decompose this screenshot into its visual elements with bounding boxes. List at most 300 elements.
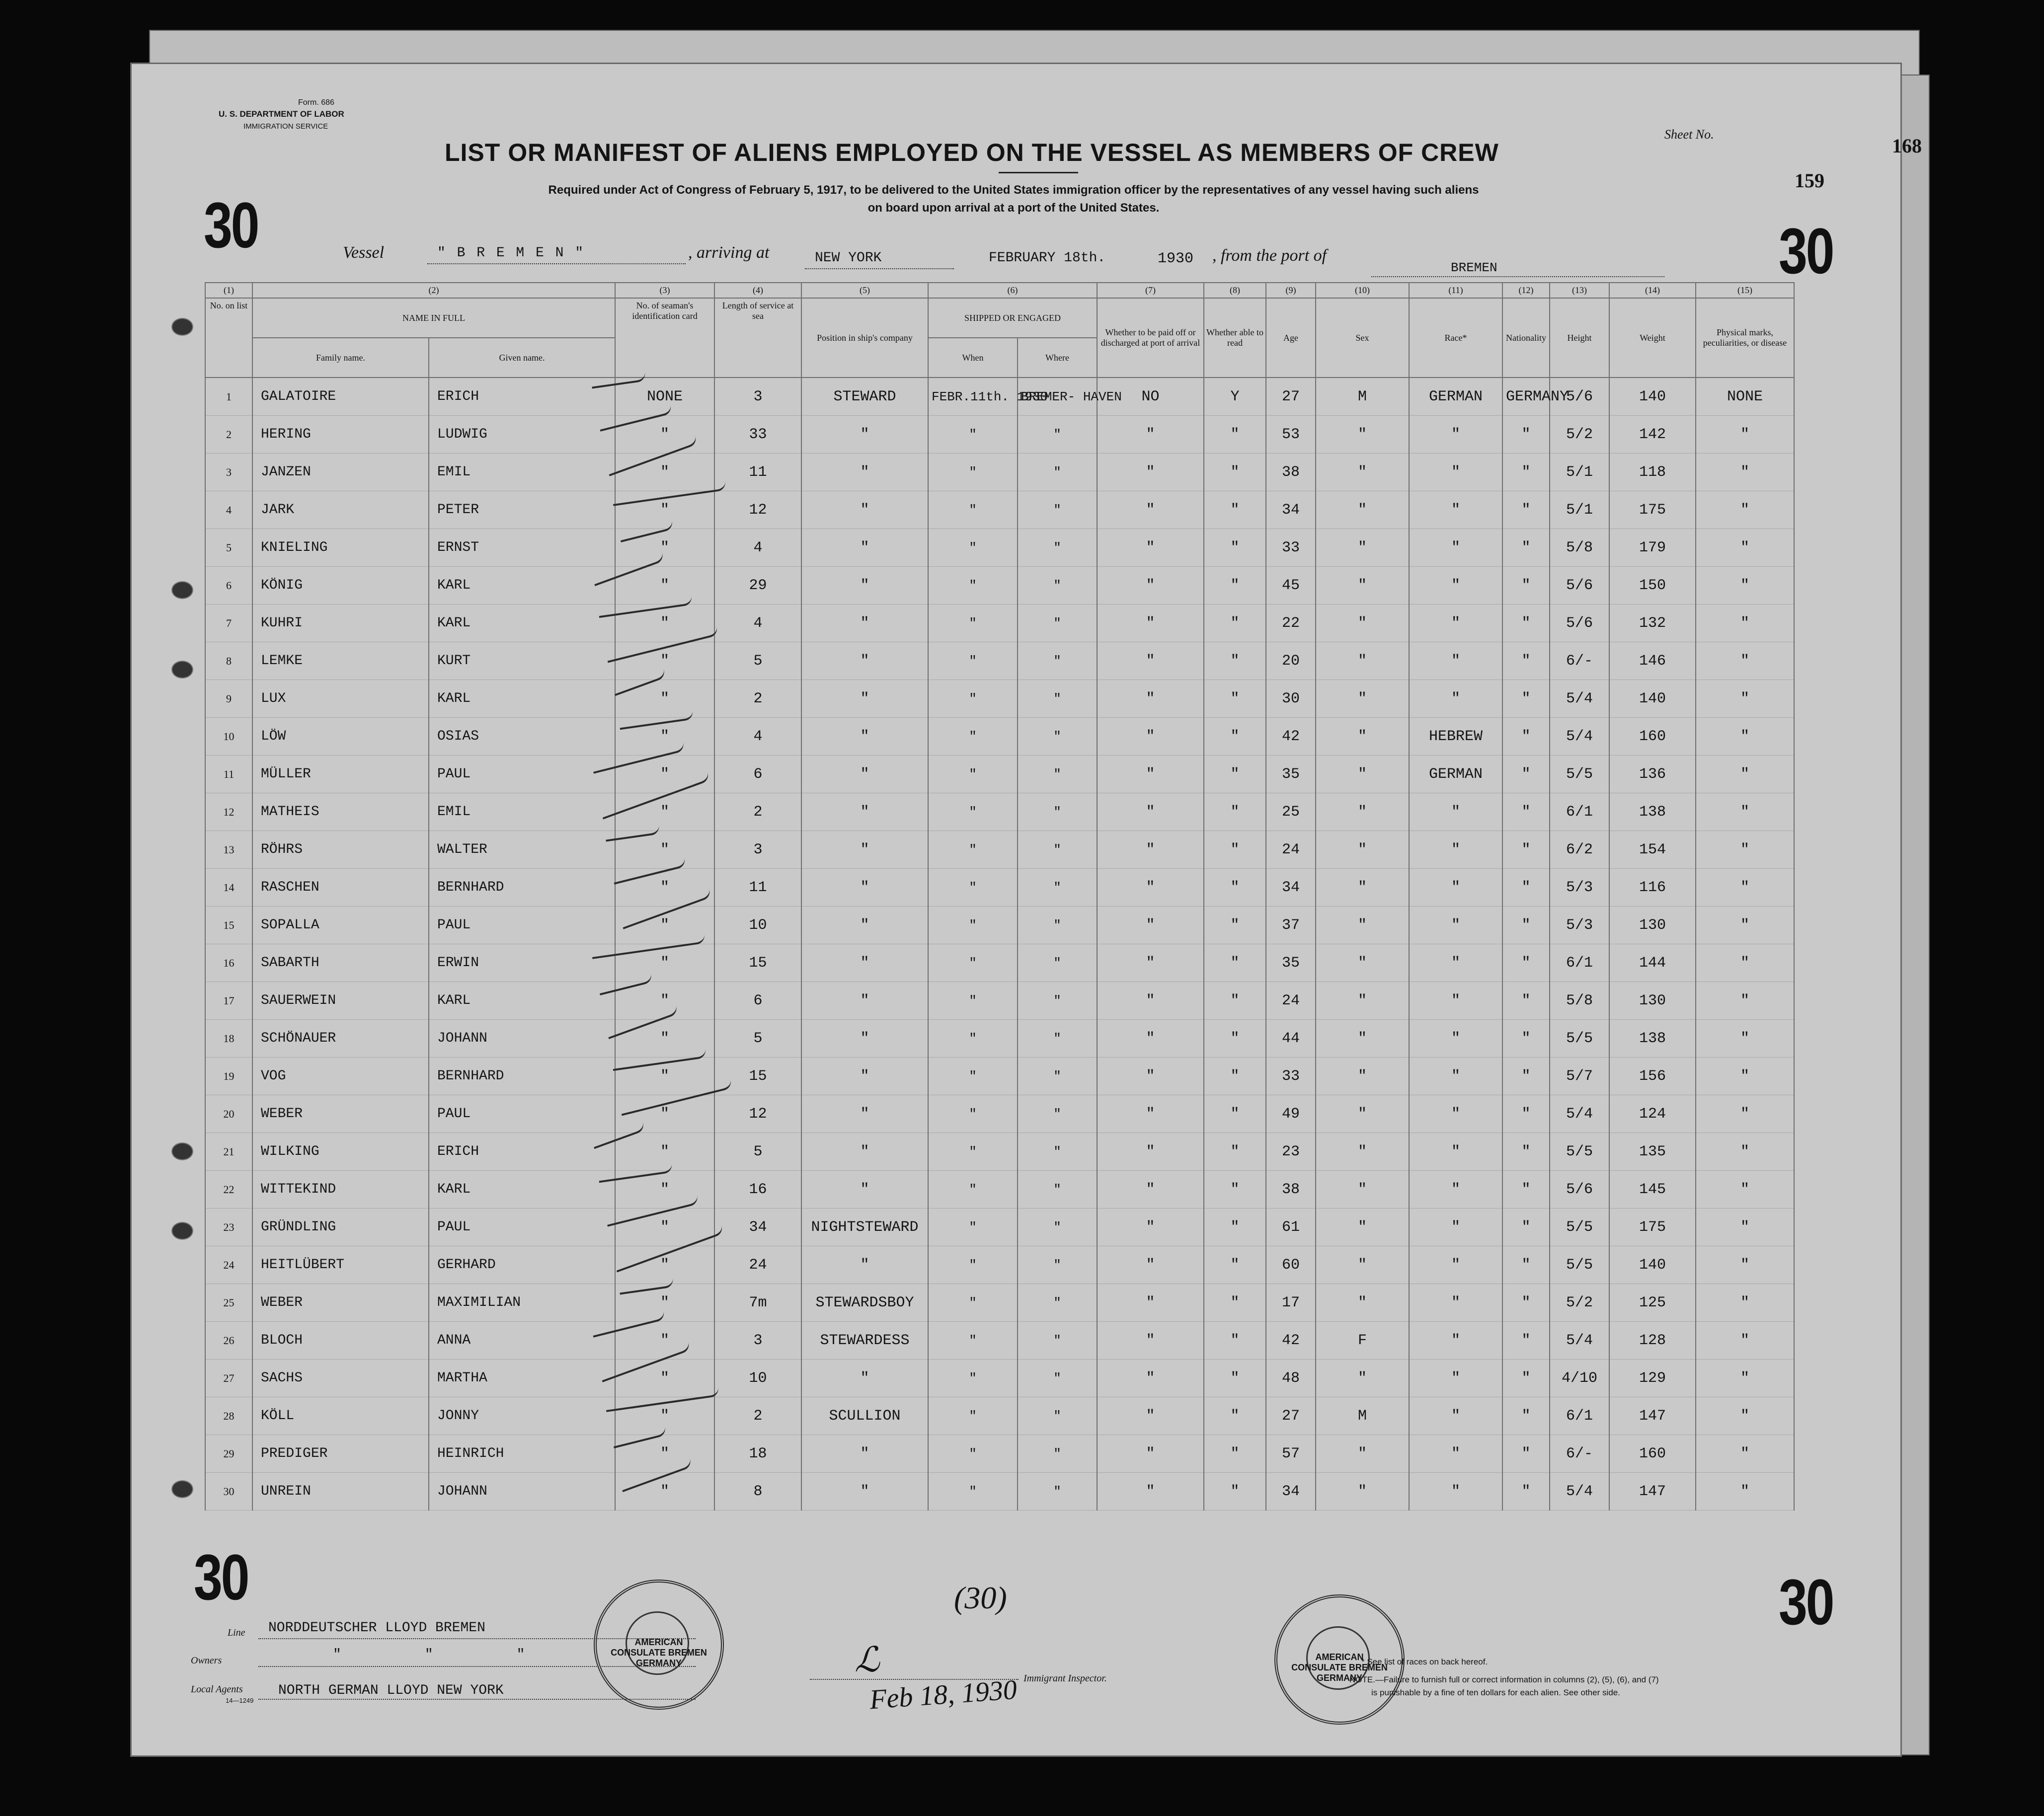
shipped-where-cell: "	[1018, 1133, 1097, 1171]
seaman-id-cell: "	[615, 1058, 714, 1095]
height-cell: 6/1	[1550, 793, 1609, 831]
service-length-cell: 24	[714, 1246, 801, 1284]
nationality-cell: "	[1502, 416, 1550, 454]
seaman-id-cell: "	[615, 982, 714, 1020]
vessel-name: " B R E M E N "	[437, 245, 585, 261]
paid-off-cell: "	[1097, 907, 1204, 944]
nationality-cell: "	[1502, 1095, 1550, 1133]
able-to-read-cell: "	[1204, 1209, 1266, 1246]
paid-off-cell: "	[1097, 1435, 1204, 1473]
row-number-cell: 21	[205, 1133, 252, 1171]
age-cell: 38	[1266, 1171, 1316, 1209]
owners-value: " " "	[333, 1647, 525, 1663]
race-cell: HEBREW	[1409, 718, 1502, 756]
service-length-cell: 7m	[714, 1284, 801, 1322]
shipped-where-cell: "	[1018, 718, 1097, 756]
height-cell: 5/4	[1550, 1322, 1609, 1360]
seaman-id-cell: NONE	[615, 378, 714, 416]
given-name-cell: PETER	[429, 491, 615, 529]
service-length-cell: 33	[714, 416, 801, 454]
penalty-note-2: is punishable by a fine of ten dollars for each alien. See other side.	[1371, 1688, 1620, 1697]
paid-off-cell: "	[1097, 831, 1204, 869]
sex-cell: "	[1316, 718, 1409, 756]
handwritten-count: (30)	[954, 1580, 1007, 1615]
paid-off-cell: "	[1097, 1397, 1204, 1435]
nationality-cell: "	[1502, 529, 1550, 567]
shipped-where-cell: "	[1018, 567, 1097, 605]
height-cell: 4/10	[1550, 1360, 1609, 1397]
row-number-cell: 19	[205, 1058, 252, 1095]
position-cell: "	[801, 1360, 928, 1397]
crew-manifest-table	[205, 282, 1795, 1511]
family-name-cell: KÖLL	[252, 1397, 429, 1435]
able-to-read-cell: "	[1204, 982, 1266, 1020]
shipped-where-cell: "	[1018, 793, 1097, 831]
binding-hole	[171, 661, 193, 679]
weight-cell: 130	[1609, 907, 1696, 944]
height-cell: 5/2	[1550, 1284, 1609, 1322]
able-to-read-cell: "	[1204, 491, 1266, 529]
service-length-cell: 18	[714, 1435, 801, 1473]
height-cell: 5/4	[1550, 718, 1609, 756]
service-length-cell: 4	[714, 529, 801, 567]
service-length-cell: 15	[714, 944, 801, 982]
sex-cell: "	[1316, 1435, 1409, 1473]
shipped-when-cell: "	[928, 567, 1018, 605]
age-cell: 24	[1266, 982, 1316, 1020]
able-to-read-cell: "	[1204, 1284, 1266, 1322]
height-cell: 6/2	[1550, 831, 1609, 869]
shipped-where-cell: "	[1018, 1171, 1097, 1209]
binding-hole	[171, 1142, 193, 1160]
race-cell: "	[1409, 1397, 1502, 1435]
shipped-when-cell: "	[928, 491, 1018, 529]
service-length-cell: 5	[714, 1133, 801, 1171]
weight-cell: 132	[1609, 605, 1696, 642]
local-agents-label: Local Agents	[191, 1684, 243, 1695]
shipped-where-cell: "	[1018, 944, 1097, 982]
family-name-cell: RÖHRS	[252, 831, 429, 869]
physical-marks-cell: "	[1696, 1246, 1794, 1284]
page-number: 168	[1892, 135, 1922, 157]
row-number-cell: 11	[205, 756, 252, 793]
consulate-seal	[594, 1580, 724, 1710]
service-label: IMMIGRATION SERVICE	[243, 122, 328, 131]
service-length-cell: 2	[714, 1397, 801, 1435]
row-number-cell: 4	[205, 491, 252, 529]
position-cell: "	[801, 1020, 928, 1058]
shipped-where-cell: "	[1018, 454, 1097, 491]
shipped-when-cell: "	[928, 944, 1018, 982]
position-cell: SCULLION	[801, 1397, 928, 1435]
position-cell: "	[801, 605, 928, 642]
seaman-id-cell: "	[615, 454, 714, 491]
position-cell: STEWARD	[801, 378, 928, 416]
weight-cell: 128	[1609, 1322, 1696, 1360]
sex-cell: "	[1316, 1473, 1409, 1511]
arriving-label: , arriving at	[688, 243, 770, 262]
table-row	[205, 1058, 1794, 1095]
weight-cell: 130	[1609, 982, 1696, 1020]
position-cell: "	[801, 567, 928, 605]
age-cell: 25	[1266, 793, 1316, 831]
shipped-where-cell: BREMER- HAVEN	[1018, 378, 1097, 416]
family-name-cell: HERING	[252, 416, 429, 454]
header-position: Position in ship's company	[801, 298, 928, 378]
family-name-cell: SABARTH	[252, 944, 429, 982]
position-cell: "	[801, 642, 928, 680]
shipped-where-cell: "	[1018, 869, 1097, 907]
sex-cell: "	[1316, 944, 1409, 982]
physical-marks-cell: "	[1696, 1020, 1794, 1058]
shipped-when-cell: "	[928, 718, 1018, 756]
given-name-cell: PAUL	[429, 1095, 615, 1133]
weight-cell: 124	[1609, 1095, 1696, 1133]
col-15-number: (15)	[1696, 283, 1794, 298]
subtitle-line-2: on board upon arrival at a port of the United States.	[867, 201, 1160, 215]
vessel-label: Vessel	[343, 243, 385, 262]
shipped-when-cell: "	[928, 1322, 1018, 1360]
arrival-year: 1930	[1158, 250, 1194, 267]
paid-off-cell: "	[1097, 982, 1204, 1020]
position-cell: "	[801, 869, 928, 907]
nationality-cell: "	[1502, 491, 1550, 529]
height-cell: 6/1	[1550, 1397, 1609, 1435]
table-row	[205, 1435, 1794, 1473]
family-name-cell: JARK	[252, 491, 429, 529]
sex-cell: "	[1316, 756, 1409, 793]
shipped-where-cell: "	[1018, 982, 1097, 1020]
seaman-id-cell: "	[615, 793, 714, 831]
able-to-read-cell: "	[1204, 1095, 1266, 1133]
position-cell: "	[801, 416, 928, 454]
race-cell: "	[1409, 793, 1502, 831]
column-header-row	[205, 298, 1794, 338]
seaman-id-cell: "	[615, 907, 714, 944]
weight-cell: 144	[1609, 944, 1696, 982]
paid-off-cell: "	[1097, 529, 1204, 567]
able-to-read-cell: "	[1204, 1171, 1266, 1209]
row-number-cell: 15	[205, 907, 252, 944]
position-cell: "	[801, 529, 928, 567]
race-cell: "	[1409, 1133, 1502, 1171]
shipped-when-cell: "	[928, 1020, 1018, 1058]
given-name-cell: ERICH	[429, 1133, 615, 1171]
subtitle-line-1: Required under Act of Congress of February 5, 1917, to be delivered to the United States immigration officer by the representatives of any vessel having such aliens	[548, 183, 1479, 197]
shipped-where-cell: "	[1018, 1020, 1097, 1058]
shipped-where-cell: "	[1018, 1473, 1097, 1511]
col-3-number: (3)	[615, 283, 714, 298]
table-row	[205, 642, 1794, 680]
shipped-where-cell: "	[1018, 1322, 1097, 1360]
family-name-cell: MÜLLER	[252, 756, 429, 793]
inspector-signature-mark: ℒ	[855, 1641, 880, 1679]
age-cell: 35	[1266, 756, 1316, 793]
race-cell: GERMAN	[1409, 378, 1502, 416]
height-cell: 5/5	[1550, 1133, 1609, 1171]
shipped-when-cell: "	[928, 1284, 1018, 1322]
race-cell: "	[1409, 1473, 1502, 1511]
service-length-cell: 3	[714, 831, 801, 869]
given-name-cell: OSIAS	[429, 718, 615, 756]
height-cell: 5/5	[1550, 1209, 1609, 1246]
race-cell: "	[1409, 1095, 1502, 1133]
given-name-cell: KURT	[429, 642, 615, 680]
able-to-read-cell: "	[1204, 605, 1266, 642]
seaman-id-cell: "	[615, 529, 714, 567]
physical-marks-cell: "	[1696, 944, 1794, 982]
position-cell: NIGHTSTEWARD	[801, 1209, 928, 1246]
family-name-cell: VOG	[252, 1058, 429, 1095]
position-cell: "	[801, 982, 928, 1020]
age-cell: 42	[1266, 718, 1316, 756]
row-number-cell: 6	[205, 567, 252, 605]
page-count-stamp: 30	[194, 1541, 248, 1613]
table-row	[205, 907, 1794, 944]
shipped-where-cell: "	[1018, 416, 1097, 454]
table-row	[205, 1246, 1794, 1284]
family-name-cell: LÖW	[252, 718, 429, 756]
given-name-cell: KARL	[429, 982, 615, 1020]
able-to-read-cell: "	[1204, 793, 1266, 831]
race-cell: "	[1409, 831, 1502, 869]
physical-marks-cell: "	[1696, 1209, 1794, 1246]
age-cell: 33	[1266, 1058, 1316, 1095]
physical-marks-cell: "	[1696, 756, 1794, 793]
shipped-where-cell: "	[1018, 1209, 1097, 1246]
service-length-cell: 4	[714, 718, 801, 756]
given-name-cell: PAUL	[429, 907, 615, 944]
shipped-where-cell: "	[1018, 1246, 1097, 1284]
sex-cell: "	[1316, 529, 1409, 567]
race-cell: "	[1409, 1435, 1502, 1473]
sex-cell: "	[1316, 869, 1409, 907]
able-to-read-cell: "	[1204, 1246, 1266, 1284]
shipped-when-cell: "	[928, 756, 1018, 793]
given-name-cell: PAUL	[429, 1209, 615, 1246]
sex-cell: "	[1316, 982, 1409, 1020]
table-row	[205, 718, 1794, 756]
seaman-id-cell: "	[615, 1133, 714, 1171]
header-age: Age	[1266, 298, 1316, 378]
header-weight: Weight	[1609, 298, 1696, 378]
shipped-when-cell: "	[928, 1133, 1018, 1171]
crew-rows	[205, 378, 1794, 1511]
service-length-cell: 11	[714, 869, 801, 907]
signature-date: Feb 18, 1930	[868, 1674, 1018, 1716]
shipped-where-cell: "	[1018, 491, 1097, 529]
service-length-cell: 10	[714, 1360, 801, 1397]
given-name-cell: MAXIMILIAN	[429, 1284, 615, 1322]
race-cell: "	[1409, 680, 1502, 718]
age-cell: 34	[1266, 491, 1316, 529]
shipped-when-cell: "	[928, 907, 1018, 944]
height-cell: 5/5	[1550, 756, 1609, 793]
service-length-cell: 5	[714, 642, 801, 680]
weight-cell: 156	[1609, 1058, 1696, 1095]
paid-off-cell: "	[1097, 1360, 1204, 1397]
family-name-cell: KNIELING	[252, 529, 429, 567]
nationality-cell: "	[1502, 1397, 1550, 1435]
height-cell: 5/6	[1550, 1171, 1609, 1209]
given-name-cell: KARL	[429, 680, 615, 718]
table-row	[205, 1360, 1794, 1397]
service-length-cell: 2	[714, 680, 801, 718]
able-to-read-cell: "	[1204, 529, 1266, 567]
given-name-cell: PAUL	[429, 756, 615, 793]
port-rule	[805, 268, 954, 269]
physical-marks-cell: "	[1696, 529, 1794, 567]
height-cell: 6/-	[1550, 642, 1609, 680]
paid-off-cell: "	[1097, 1322, 1204, 1360]
row-number-cell: 1	[205, 378, 252, 416]
sex-cell: M	[1316, 378, 1409, 416]
physical-marks-cell: "	[1696, 605, 1794, 642]
service-length-cell: 6	[714, 982, 801, 1020]
service-length-cell: 3	[714, 378, 801, 416]
shipped-when-cell: FEBR.11th. 1930	[928, 378, 1018, 416]
physical-marks-cell: "	[1696, 869, 1794, 907]
able-to-read-cell: "	[1204, 907, 1266, 944]
race-cell: "	[1409, 944, 1502, 982]
shipped-where-cell: "	[1018, 1284, 1097, 1322]
col-5-number: (5)	[801, 283, 928, 298]
table-row	[205, 1133, 1794, 1171]
race-cell: "	[1409, 1020, 1502, 1058]
able-to-read-cell: Y	[1204, 378, 1266, 416]
vessel-rule	[427, 263, 686, 264]
height-cell: 5/6	[1550, 378, 1609, 416]
able-to-read-cell: "	[1204, 718, 1266, 756]
service-length-cell: 5	[714, 1020, 801, 1058]
nationality-cell: "	[1502, 869, 1550, 907]
paid-off-cell: "	[1097, 680, 1204, 718]
weight-cell: 160	[1609, 1435, 1696, 1473]
table-row	[205, 982, 1794, 1020]
binding-hole	[171, 1480, 193, 1498]
nationality-cell: "	[1502, 1133, 1550, 1171]
nationality-cell: GERMANY	[1502, 378, 1550, 416]
shipped-where-cell: "	[1018, 1435, 1097, 1473]
age-cell: 38	[1266, 454, 1316, 491]
table-row	[205, 567, 1794, 605]
shipped-where-cell: "	[1018, 1397, 1097, 1435]
physical-marks-cell: "	[1696, 1284, 1794, 1322]
sex-cell: "	[1316, 1095, 1409, 1133]
seaman-id-cell: "	[615, 1284, 714, 1322]
shipped-when-cell: "	[928, 982, 1018, 1020]
table-row	[205, 1171, 1794, 1209]
seaman-id-cell: "	[615, 1473, 714, 1511]
race-cell: "	[1409, 491, 1502, 529]
age-cell: 44	[1266, 1020, 1316, 1058]
position-cell: "	[801, 1058, 928, 1095]
nationality-cell: "	[1502, 1020, 1550, 1058]
position-cell: "	[801, 793, 928, 831]
local-agents-value: NORTH GERMAN LLOYD NEW YORK	[278, 1683, 504, 1698]
given-name-cell: LUDWIG	[429, 416, 615, 454]
paid-off-cell: "	[1097, 605, 1204, 642]
position-cell: "	[801, 718, 928, 756]
row-number-cell: 13	[205, 831, 252, 869]
age-cell: 61	[1266, 1209, 1316, 1246]
physical-marks-cell: "	[1696, 793, 1794, 831]
weight-cell: 125	[1609, 1284, 1696, 1322]
col-10-number: (10)	[1316, 283, 1409, 298]
weight-cell: 138	[1609, 1020, 1696, 1058]
seal-text: AMERICAN CONSULATE BREMEN GERMANY	[611, 1637, 707, 1668]
seaman-id-cell: "	[615, 1322, 714, 1360]
header-seaman-id: No. of seaman's identification card	[615, 298, 714, 378]
age-cell: 53	[1266, 416, 1316, 454]
paid-off-cell: "	[1097, 869, 1204, 907]
family-name-cell: WILKING	[252, 1133, 429, 1171]
physical-marks-cell: "	[1696, 1095, 1794, 1133]
seaman-id-cell: "	[615, 1360, 714, 1397]
nationality-cell: "	[1502, 907, 1550, 944]
table-row	[205, 605, 1794, 642]
position-cell: "	[801, 1435, 928, 1473]
col-9-number: (9)	[1266, 283, 1316, 298]
race-cell: "	[1409, 1284, 1502, 1322]
given-name-cell: JOHANN	[429, 1473, 615, 1511]
shipped-when-cell: "	[928, 642, 1018, 680]
given-name-cell: KARL	[429, 605, 615, 642]
table-row	[205, 529, 1794, 567]
able-to-read-cell: "	[1204, 1058, 1266, 1095]
row-number-cell: 18	[205, 1020, 252, 1058]
row-number-cell: 27	[205, 1360, 252, 1397]
age-cell: 20	[1266, 642, 1316, 680]
paid-off-cell: "	[1097, 567, 1204, 605]
given-name-cell: MARTHA	[429, 1360, 615, 1397]
sex-cell: "	[1316, 680, 1409, 718]
nationality-cell: "	[1502, 567, 1550, 605]
age-cell: 24	[1266, 831, 1316, 869]
row-number-cell: 12	[205, 793, 252, 831]
row-number-cell: 23	[205, 1209, 252, 1246]
weight-cell: 150	[1609, 567, 1696, 605]
line-value: NORDDEUTSCHER LLOYD BREMEN	[268, 1620, 485, 1636]
height-cell: 5/1	[1550, 454, 1609, 491]
family-name-cell: GALATOIRE	[252, 378, 429, 416]
physical-marks-cell: "	[1696, 680, 1794, 718]
paid-off-cell: "	[1097, 1020, 1204, 1058]
physical-marks-cell: "	[1696, 1435, 1794, 1473]
able-to-read-cell: "	[1204, 1473, 1266, 1511]
age-cell: 45	[1266, 567, 1316, 605]
shipped-when-cell: "	[928, 1360, 1018, 1397]
local-agents-code: 14—1249	[226, 1697, 254, 1704]
given-name-cell: HEINRICH	[429, 1435, 615, 1473]
sex-cell: "	[1316, 1133, 1409, 1171]
page-count-stamp: 30	[1779, 215, 1833, 287]
able-to-read-cell: "	[1204, 1020, 1266, 1058]
race-cell: "	[1409, 1360, 1502, 1397]
seaman-id-cell: "	[615, 642, 714, 680]
sex-cell: "	[1316, 491, 1409, 529]
row-number-cell: 16	[205, 944, 252, 982]
family-name-cell: SCHÖNAUER	[252, 1020, 429, 1058]
col-11-number: (11)	[1409, 283, 1502, 298]
able-to-read-cell: "	[1204, 567, 1266, 605]
department-label: U. S. DEPARTMENT OF LABOR	[219, 109, 344, 119]
col-1-number: (1)	[205, 283, 252, 298]
col-13-number: (13)	[1550, 283, 1609, 298]
shipped-when-cell: "	[928, 1171, 1018, 1209]
seaman-id-cell: "	[615, 567, 714, 605]
weight-cell: 118	[1609, 454, 1696, 491]
